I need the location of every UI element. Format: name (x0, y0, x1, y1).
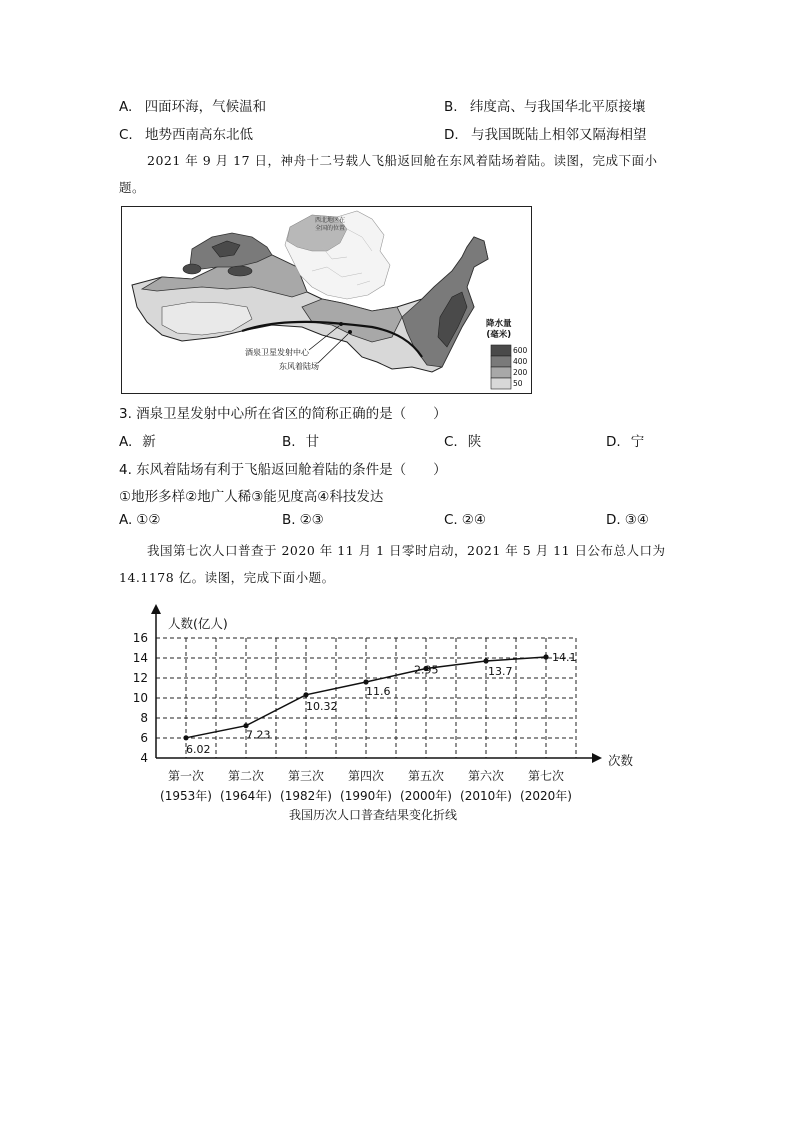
q3-option-a[interactable]: A. 新 (119, 434, 156, 450)
launch-center-label: 酒泉卫星发射中心 (245, 348, 309, 357)
data-point (183, 735, 188, 740)
legend-label-400: 400 (513, 357, 528, 366)
data-value-label: 14.1 (552, 651, 577, 664)
x-category-label: 第五次 (407, 769, 445, 783)
y-tick-label: 16 (132, 631, 148, 645)
legend-label-600: 600 (513, 346, 528, 355)
y-tick-label: 14 (132, 651, 148, 665)
legend-label-50: 50 (513, 379, 523, 388)
q4-option-a[interactable]: A. ①② (119, 512, 161, 528)
y-axis-title: 人数(亿人) (168, 616, 228, 631)
x-year-label: (1982年) (280, 789, 332, 803)
data-point (483, 658, 488, 663)
x-year-label: (1964年) (220, 789, 272, 803)
x-category-label: 第三次 (287, 769, 325, 783)
y-tick-label: 6 (140, 731, 148, 745)
q4-conditions: ①地形多样②地广人稀③能见度高④科技发达 (119, 489, 384, 505)
x-year-label: (2020年) (520, 789, 572, 803)
legend-title: 降水量 (毫米) (486, 319, 512, 340)
q4-option-d[interactable]: D. ③④ (606, 512, 649, 528)
q4-option-b[interactable]: B. ②③ (282, 512, 324, 528)
q4-stem: 4. 东风着陆场有利于飞船返回舱着陆的条件是（ ） (119, 462, 447, 478)
x-category-label: 第六次 (467, 769, 505, 783)
data-point (543, 654, 548, 659)
q3-option-b[interactable]: B. 甘 (282, 434, 320, 450)
chart-caption: 我国历次人口普查结果变化折线 (288, 808, 458, 822)
population-line-chart (110, 600, 650, 830)
map-drawing (122, 207, 531, 393)
x-category-label: 第一次 (167, 769, 205, 783)
data-value-label: 13.7 (488, 665, 513, 678)
y-tick-label: 4 (140, 751, 148, 765)
intro1-line1: 2021 年 9 月 17 日，神舟十二号载人飞船返回舱在东风着陆场着陆。读图，完成下面小 (147, 153, 658, 168)
data-point (243, 723, 248, 728)
map-legend (491, 345, 511, 389)
x-axis-arrow (592, 753, 602, 763)
prev-option-a[interactable]: A. 四面环海，气候温和 (119, 99, 267, 115)
landing-site-label: 东风着陆场 (279, 362, 319, 371)
x-year-label: (2000年) (400, 789, 452, 803)
inset-label: 西北地区在 全国的位置 (315, 217, 346, 232)
x-year-label: (1990年) (340, 789, 392, 803)
y-tick-label: 8 (140, 711, 148, 725)
intro2-line1: 我国第七次人口普查于 2020 年 11 月 1 日零时启动，2021 年 5 月 11 日公布总人口为 (147, 543, 666, 558)
prev-option-d[interactable]: D. 与我国既陆上相邻又隔海相望 (444, 127, 647, 143)
x-axis-title: 次数 (608, 753, 634, 768)
x-year-label: (1953年) (160, 789, 212, 803)
data-value-label: 6.02 (186, 742, 211, 756)
prev-option-b[interactable]: B. 纬度高、与我国华北平原接壤 (444, 99, 646, 115)
legend-label-200: 200 (513, 368, 528, 377)
data-point (303, 692, 308, 697)
data-value-label: 11.6 (366, 685, 391, 698)
y-axis-arrow (151, 604, 161, 614)
x-category-label: 第二次 (227, 769, 265, 783)
q3-option-d[interactable]: D. 宁 (606, 434, 645, 450)
q4-option-c[interactable]: C. ②④ (444, 512, 486, 528)
q3-stem: 3. 酒泉卫星发射中心所在省区的简称正确的是（ ） (119, 406, 447, 422)
y-tick-label: 10 (132, 691, 148, 705)
data-value-label: 2.95 (414, 663, 439, 677)
x-year-label: (2010年) (460, 789, 512, 803)
x-category-label: 第七次 (527, 769, 565, 783)
q3-option-c[interactable]: C. 陕 (444, 434, 482, 450)
y-tick-label: 12 (132, 671, 148, 685)
intro1-line2: 题。 (119, 180, 146, 195)
precipitation-map (121, 206, 532, 394)
intro2-line2: 14.1178 亿。读图，完成下面小题。 (119, 570, 335, 585)
data-point (363, 679, 368, 684)
data-value-label: 7.23 (246, 728, 271, 742)
prev-option-c[interactable]: C. 地势西南高东北低 (119, 127, 254, 143)
legend-labels (513, 345, 527, 389)
data-value-label: 10.32 (306, 699, 338, 713)
x-category-label: 第四次 (347, 769, 385, 783)
